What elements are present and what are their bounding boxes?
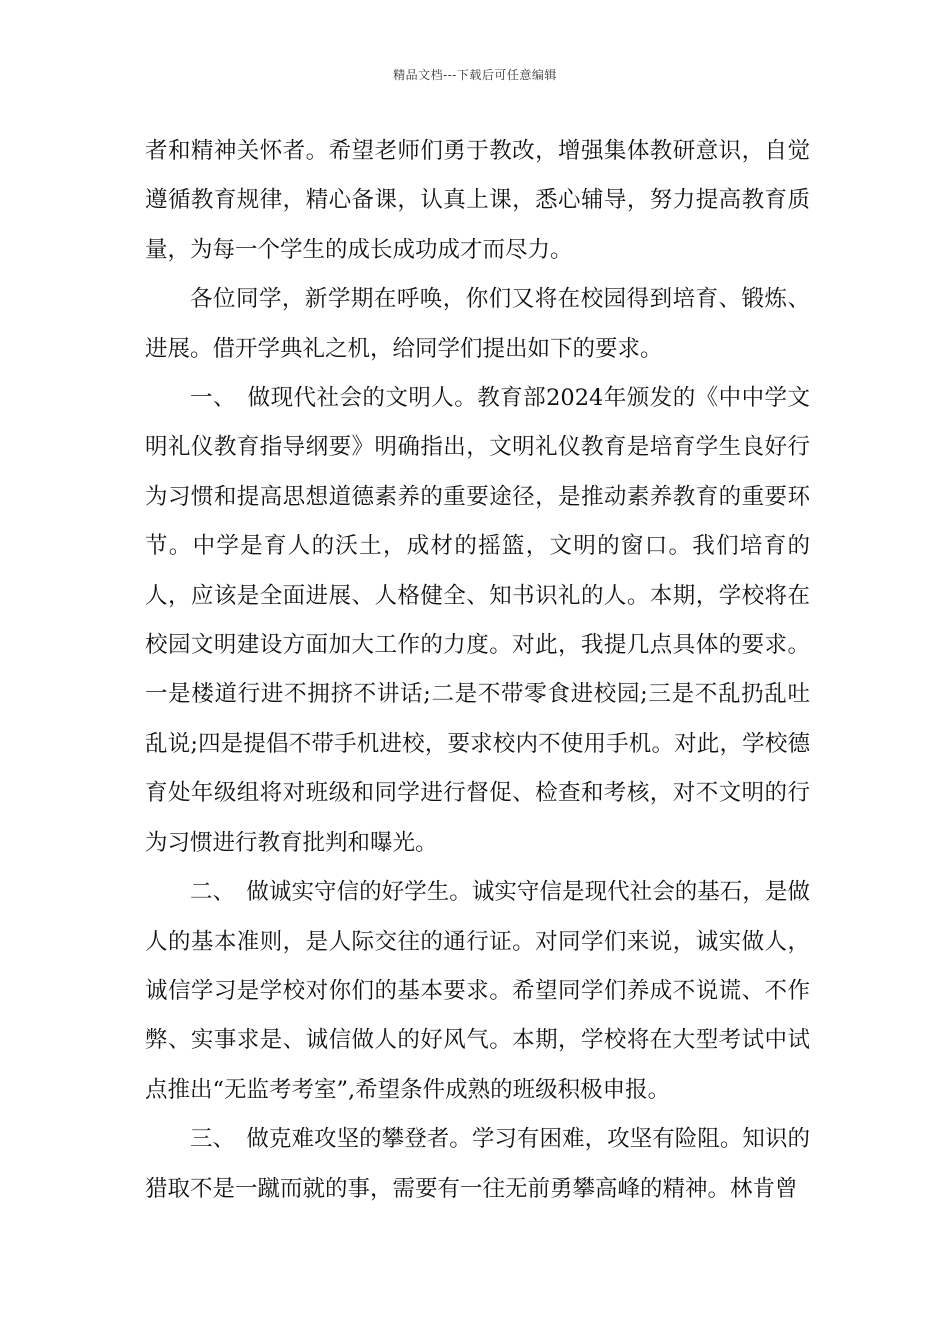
paragraph-point-three: 三、 做克难攻坚的攀登者。学习有困难，攻坚有险阻。知识的猎取不是一蹴而就的事，需要有一往无前勇攀高峰的精神。林肯曾 <box>145 1126 810 1202</box>
paragraph-students-intro: 各位同学，新学期在呼唤，你们又将在校园得到培育、锻炼、进展。借开学典礼之机，给同学们提出如下的要求。 <box>145 286 810 362</box>
paragraph-point-two: 二、 做诚实守信的好学生。诚实守信是现代社会的基石，是做人的基本准则，是人际交往的通行证。对同学们来说，诚实做人，诚信学习是学校对你们的基本要求。希望同学们养成不说谎、不作弊、实事求是、诚信做人的好风气。本期，学校将在大型考试中试点推出“无监考考室”,希望条件成熟的班级积极申报。 <box>145 879 810 1103</box>
document-body <box>145 127 810 1214</box>
paragraph-point-one: 一、 做现代社会的文明人。教育部2024年颁发的《中中学文明礼仪教育指导纲要》明确指出，文明礼仪教育是培育学生良好行为习惯和提高思想道德素养的重要途径，是推动素养教育的重要环节。中学是育人的沃土，成材的摇篮，文明的窗口。我们培育的人，应该是全面进展、人格健全、知书识礼的人。本期，学校将在校园文明建设方面加大工作的力度。对此，我提几点具体的要求。一是楼道行进不拥挤不讲话;二是不带零食进校园;三是不乱扔乱吐乱说;四是提倡不带手机进校，要求校内不使用手机。对此，学校德育处年级组将对班级和同学进行督促、检查和考核，对不文明的行为习惯进行教育批判和曝光。 <box>145 385 810 856</box>
page-header: 精品文档---下载后可任意编辑 <box>393 68 557 82</box>
paragraph-continuation: 者和精神关怀者。希望老师们勇于教改，增强集体教研意识，自觉遵循教育规律，精心备课，认真上课，悉心辅导，努力提高教育质量，为每一个学生的成长成功成才而尽力。 <box>145 138 810 263</box>
